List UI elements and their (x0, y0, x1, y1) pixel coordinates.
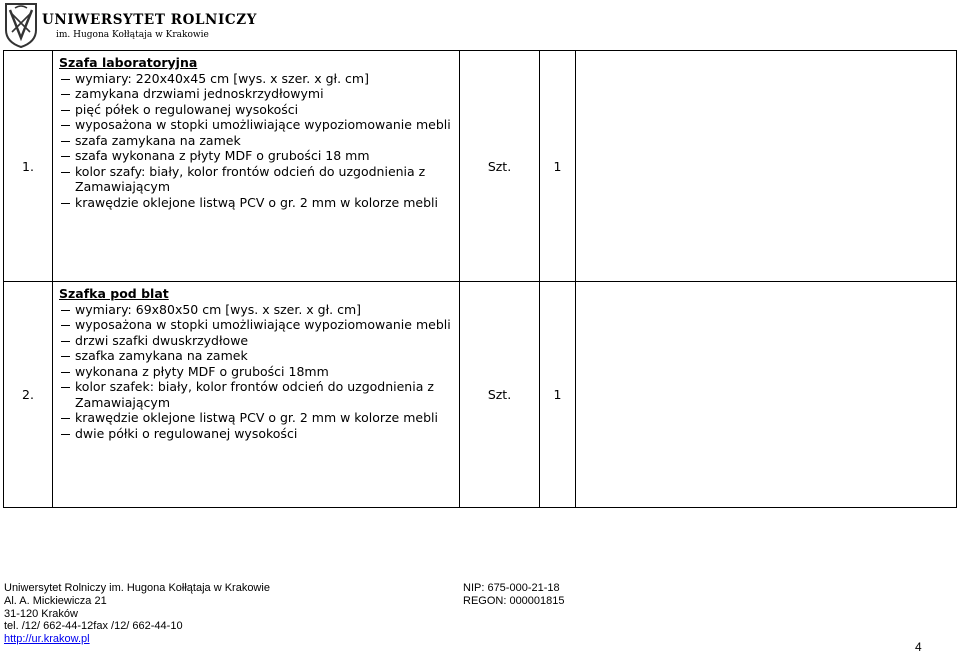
spec-list (59, 71, 459, 211)
table-row (4, 51, 957, 282)
item-title: Szafa laboratoryjna (59, 55, 198, 70)
website-link[interactable]: http://ur.krakow.pl (4, 633, 90, 646)
spec-item: wymiary: 220x40x45 cm [wys. x szer. x gł. cm] (59, 71, 459, 87)
spec-continuation: Zamawiającym (75, 394, 170, 410)
university-logo (4, 2, 257, 50)
item-unit: Szt. (460, 282, 540, 508)
empty-cell (576, 51, 957, 282)
spec-item: wymiary: 69x80x50 cm [wys. x szer. x gł. cm] (59, 302, 459, 318)
item-number: 1. (4, 51, 53, 282)
spec-list (59, 302, 459, 442)
empty-cell (576, 282, 957, 508)
spec-item: szafa wykonana z płyty MDF o grubości 18 mm (59, 148, 459, 164)
item-quantity: 1 (540, 51, 576, 282)
spec-item: wyposażona w stopki umożliwiające wypoziomowanie mebli (59, 117, 459, 133)
footer-line: Al. A. Mickiewicza 21 (4, 594, 107, 607)
university-emblem-icon (4, 2, 38, 48)
spec-item: pięć półek o regulowanej wysokości (59, 102, 459, 118)
university-name: UNIWERSYTET ROLNICZY (42, 12, 257, 28)
footer-line: tel. /12/ 662-44-12fax /12/ 662-44-10 (4, 620, 183, 633)
table-row (4, 282, 957, 508)
footer-address (4, 582, 270, 646)
spec-item: drzwi szafki dwuskrzydłowe (59, 333, 459, 349)
spec-item: krawędzie oklejone listwą PCV o gr. 2 mm w kolorze mebli (59, 195, 459, 211)
spec-item (59, 164, 459, 195)
spec-item: szafa zamykana na zamek (59, 133, 459, 149)
page-number: 4 (915, 640, 922, 654)
footer-line: 31-120 Kraków (4, 607, 78, 620)
item-unit: Szt. (460, 51, 540, 282)
spec-item (59, 379, 459, 410)
item-description (53, 282, 460, 508)
item-title: Szafka pod blat (59, 286, 169, 301)
spec-item: wyposażona w stopki umożliwiające wypoziomowanie mebli (59, 317, 459, 333)
spec-text: kolor szafy: biały, kolor frontów odcień do uzgodnienia z (75, 163, 426, 179)
footer-line: Uniwersytet Rolniczy im. Hugona Kołłątaja w Krakowie (4, 582, 270, 594)
spec-continuation: Zamawiającym (75, 179, 170, 194)
spec-item: dwie półki o regulowanej wysokości (59, 426, 459, 442)
item-quantity: 1 (540, 282, 576, 508)
items-table (3, 50, 957, 508)
nip-number: NIP: 675-000-21-18 (463, 582, 560, 594)
spec-item: szafka zamykana na zamek (59, 348, 459, 364)
spec-item: wykonana z płyty MDF o grubości 18mm (59, 364, 459, 380)
item-description (53, 51, 460, 282)
footer-registration (463, 582, 565, 608)
spec-text: kolor szafek: biały, kolor frontów odcień do uzgodnienia z (75, 379, 434, 394)
university-subtitle: im. Hugona Kołłątaja w Krakowie (56, 30, 209, 40)
item-number: 2. (4, 282, 53, 508)
regon-number: REGON: 000001815 (463, 594, 565, 607)
spec-item: krawędzie oklejone listwą PCV o gr. 2 mm w kolorze mebli (59, 410, 459, 426)
spec-item: zamykana drzwiami jednoskrzydłowymi (59, 86, 459, 102)
